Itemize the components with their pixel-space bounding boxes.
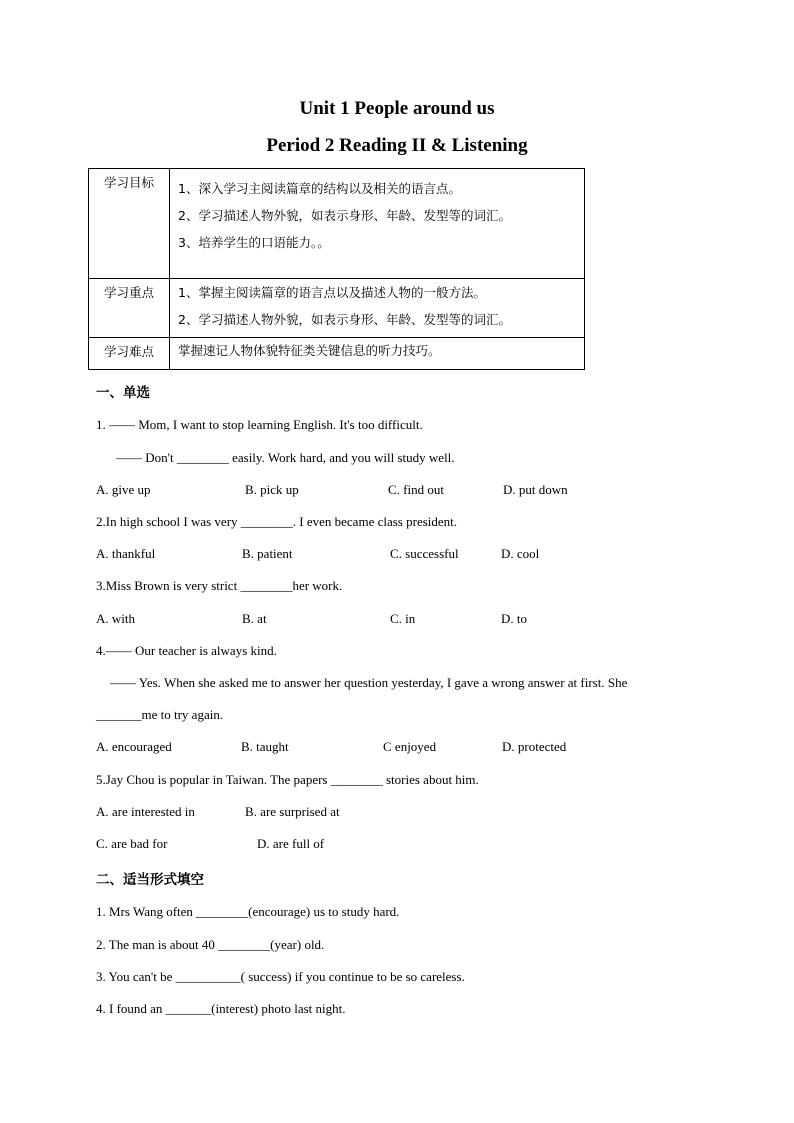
option-a: A. give up [96, 482, 151, 497]
row-label: 学习目标 [89, 169, 170, 279]
fill-item: 3. You can't be __________( success) if you continue to be so careless. [96, 969, 465, 984]
section-heading-single-choice: 一、单选 [96, 385, 150, 401]
objective-line: 3、培养学生的口语能力。。 [178, 235, 330, 250]
row-content [170, 169, 585, 279]
option-c: C. are bad for [96, 836, 168, 851]
option-b: B. taught [241, 739, 289, 754]
option-d: D. to [501, 611, 527, 626]
objective-line: 1、深入学习主阅读篇章的结构以及相关的语言点。 [178, 181, 461, 196]
table-row [89, 338, 585, 370]
option-b: B. patient [242, 546, 293, 561]
key-point-line: 2、学习描述人物外貌，如表示身形、年龄、发型等的词汇。 [178, 312, 511, 327]
option-c: C. find out [388, 482, 444, 497]
question-3: 3.Miss Brown is very strict ________her work. [96, 578, 343, 593]
option-b: B. pick up [245, 482, 299, 497]
unit-title: Unit 1 People around us [299, 98, 495, 119]
period-title: Period 2 Reading II & Listening [266, 135, 528, 156]
table-row [89, 169, 585, 279]
objective-line: 2、学习描述人物外貌，如表示身形、年龄、发型等的词汇。 [178, 208, 511, 223]
section-heading-fill-in: 二、适当形式填空 [96, 872, 204, 888]
row-label: 学习难点 [89, 338, 170, 370]
option-d: D. put down [503, 482, 568, 497]
question-1-reply: —— Don't ________ easily. Work hard, and you will study well. [116, 450, 455, 465]
fill-item: 4. I found an _______(interest) photo last night. [96, 1001, 346, 1016]
question-4-continued: _______me to try again. [96, 707, 224, 722]
option-c: C. successful [390, 546, 459, 561]
option-a: A. with [96, 611, 135, 626]
question-4: 4.—— Our teacher is always kind. [96, 643, 277, 658]
option-d: D. cool [501, 546, 540, 561]
key-point-line: 1、掌握主阅读篇章的语言点以及描述人物的一般方法。 [178, 285, 486, 300]
row-content [170, 338, 585, 370]
fill-item: 2. The man is about 40 ________(year) old. [96, 937, 325, 952]
option-b: B. at [242, 611, 267, 626]
table-row [89, 279, 585, 338]
option-a: A. are interested in [96, 804, 195, 819]
learning-objectives-table [88, 168, 585, 370]
option-a: A. thankful [96, 546, 156, 561]
difficulty-line: 掌握速记人物体貌特征类关键信息的听力技巧。 [178, 343, 441, 358]
option-c: C enjoyed [383, 739, 437, 754]
option-c: C. in [390, 611, 416, 626]
option-d: D. are full of [257, 836, 325, 851]
question-2: 2.In high school I was very ________. I even became class president. [96, 514, 458, 529]
question-5: 5.Jay Chou is popular in Taiwan. The papers ________ stories about him. [96, 772, 479, 787]
option-d: D. protected [502, 739, 567, 754]
option-a: A. encouraged [96, 739, 172, 754]
row-content [170, 279, 585, 338]
question-1: 1. —— Mom, I want to stop learning English. It's too difficult. [96, 417, 423, 432]
row-label: 学习重点 [89, 279, 170, 338]
fill-item: 1. Mrs Wang often ________(encourage) us to study hard. [96, 904, 400, 919]
question-4-reply: —— Yes. When she asked me to answer her question yesterday, I gave a wrong answer at first. She [110, 675, 628, 690]
option-b: B. are surprised at [245, 804, 340, 819]
